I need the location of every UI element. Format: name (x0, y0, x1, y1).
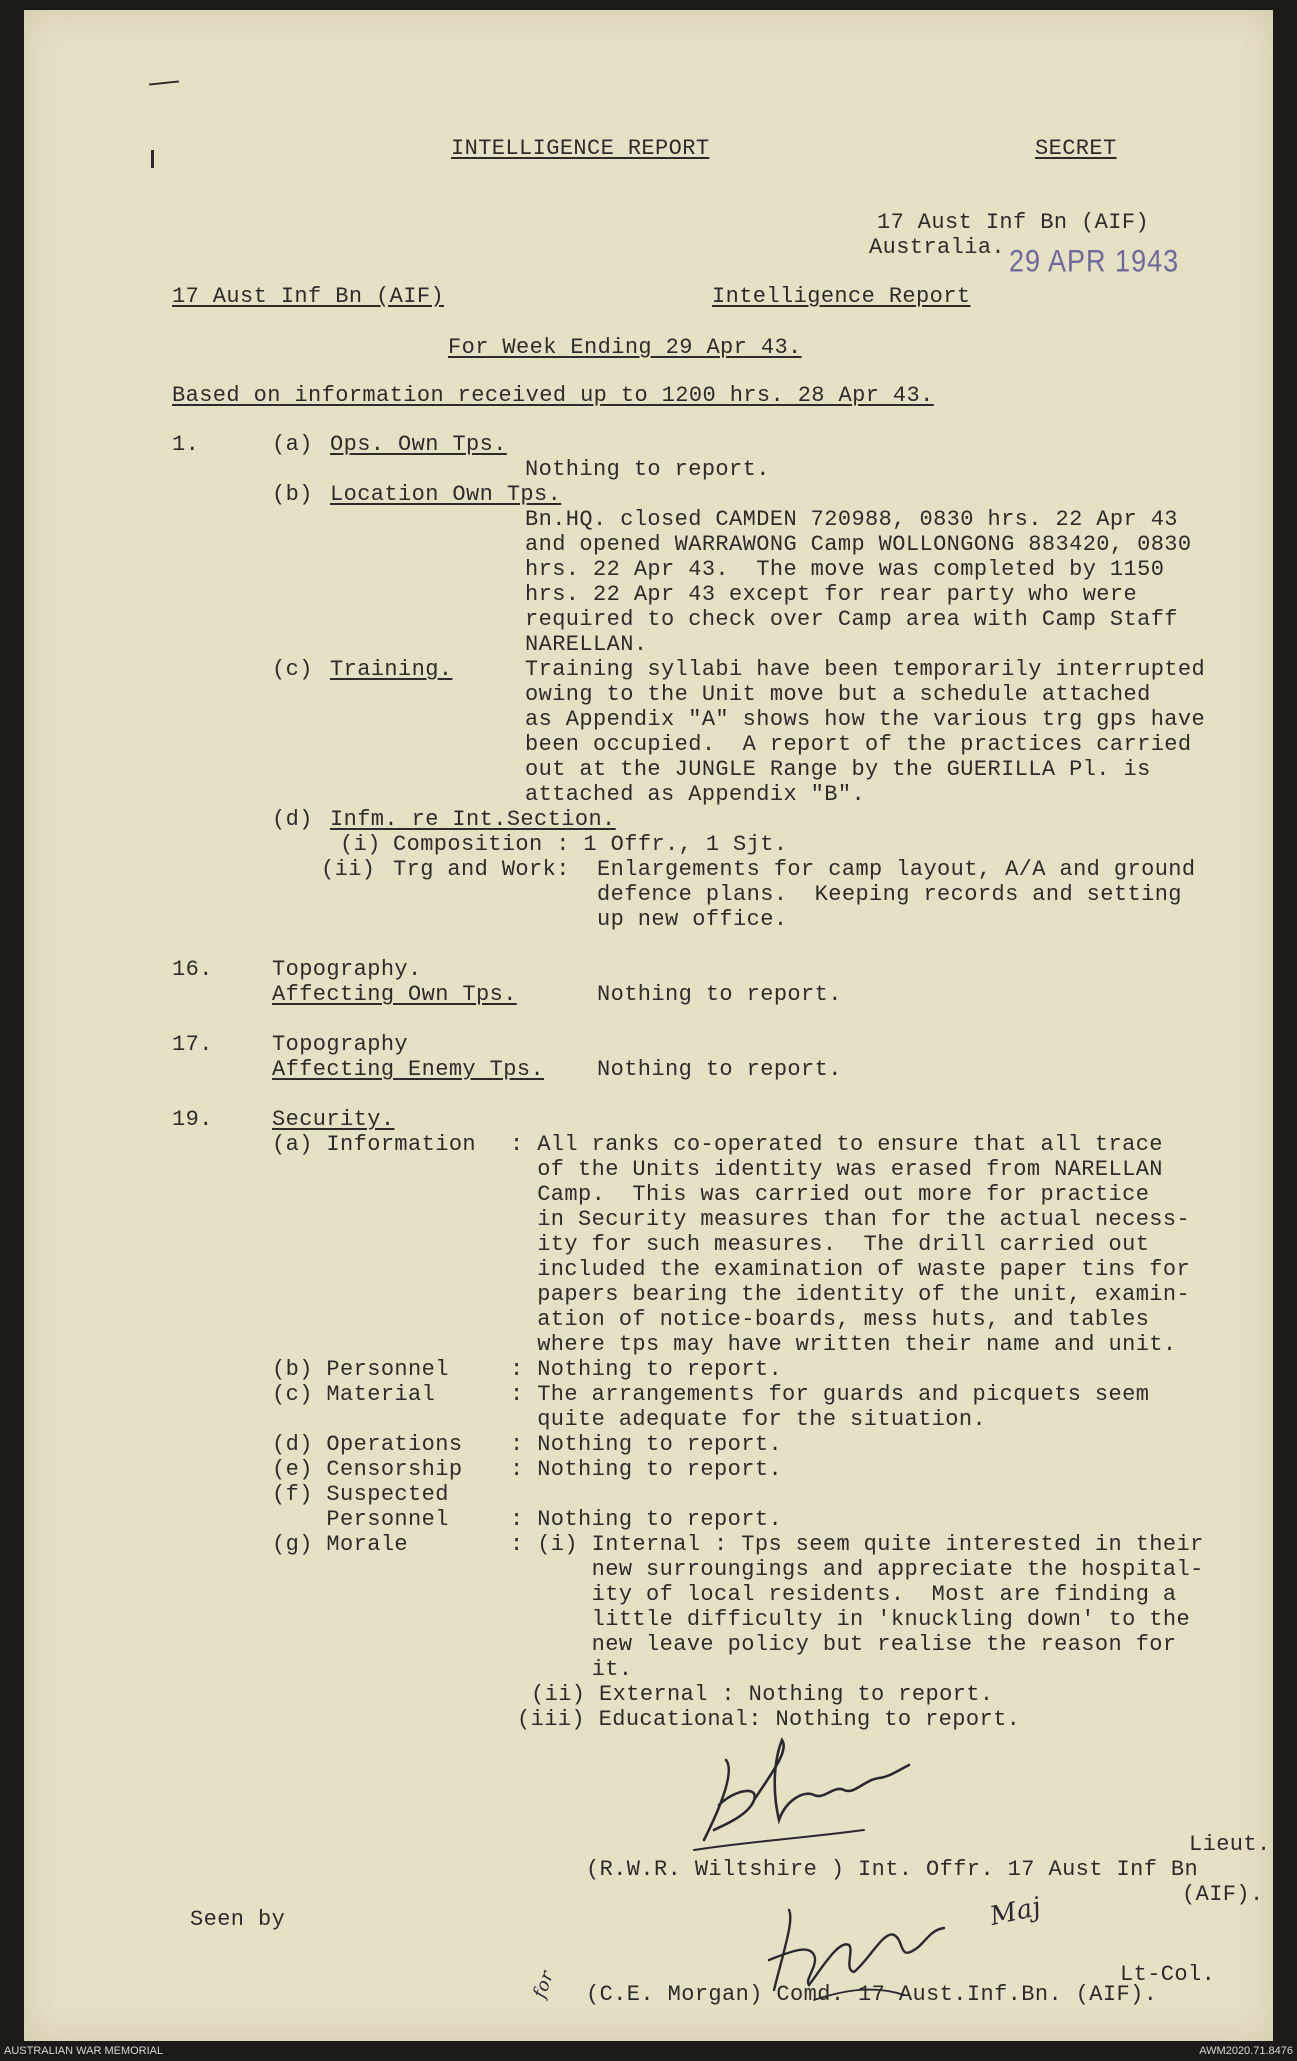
section-heading: Infm. re Int.Section. (330, 807, 616, 832)
section-number: 19. (172, 1107, 213, 1132)
footer-accession-number: AWM2020.71.8476 (1199, 2045, 1293, 2057)
subheader-unit: 17 Aust Inf Bn (AIF) (172, 284, 445, 309)
security-item-label: (b) Personnel (272, 1357, 449, 1382)
commander-rank: Lt-Col. (1120, 1962, 1216, 1987)
text-line: papers bearing the identity of the unit, examin- (510, 1282, 1191, 1307)
section-heading: Ops. Own Tps. (330, 432, 507, 457)
section-heading: Training. (330, 657, 453, 682)
text-line: and opened WARRAWONG Camp WOLLONGONG 883420, 0830 (525, 532, 1192, 557)
security-item-label: (g) Morale (272, 1532, 409, 1557)
text-line: attached as Appendix "B". (525, 782, 866, 807)
margin-mark (149, 80, 179, 85)
item-label: (b) (272, 482, 313, 507)
subheader-report-type: Intelligence Report (712, 284, 971, 309)
section-subheading: Affecting Own Tps. (272, 982, 517, 1007)
text-line: : The arrangements for guards and picquets seem (510, 1382, 1150, 1407)
location-address: Australia. (869, 235, 1006, 260)
text-line: Camp. This was carried out more for practice (510, 1182, 1150, 1207)
text-line: Composition : 1 Offr., 1 Sjt. (393, 832, 788, 857)
security-item-label: (f) Suspected (272, 1482, 449, 1507)
text-line: up new office. (597, 907, 788, 932)
document-page (24, 10, 1273, 2041)
commander-line: (C.E. Morgan) Comd. 17 Aust.Inf.Bn. (AIF). (586, 1982, 1158, 2007)
item-label: (d) (272, 807, 313, 832)
handwritten-for: for (529, 1968, 559, 2001)
text-line: where tps may have written their name and unit. (510, 1332, 1177, 1357)
text-line: Training syllabi have been temporarily interrupted (525, 657, 1206, 682)
text-line: Bn.HQ. closed CAMDEN 720988, 0830 hrs. 22 Apr 43 (525, 507, 1178, 532)
footer-institution: AUSTRALIAN WAR MEMORIAL (4, 2045, 164, 2057)
text-line: : All ranks co-operated to ensure that all trace (510, 1132, 1163, 1157)
section-subheading: Affecting Enemy Tps. (272, 1057, 545, 1082)
text-line: quite adequate for the situation. (510, 1407, 987, 1432)
text-line: out at the JUNGLE Range by the GUERILLA Pl. is (525, 757, 1151, 782)
sub-item-label: (ii) (321, 857, 376, 882)
section-number: 1. (172, 432, 200, 457)
classification-label: SECRET (1035, 136, 1117, 161)
signer-rank: Lieut. (1189, 1832, 1271, 1857)
text-line: : (i) Internal : Tps seem quite interested in their (510, 1532, 1204, 1557)
text-line: ation of notice-boards, mess huts, and tables (510, 1307, 1150, 1332)
handwritten-maj: Maj (987, 1891, 1044, 1933)
text-line: : Nothing to report. (510, 1507, 783, 1532)
text-line: : Nothing to report. (510, 1432, 783, 1457)
seen-by-label: Seen by (190, 1907, 286, 1932)
sub-item-heading: Trg and Work: (393, 857, 570, 882)
section-heading: Topography (272, 1032, 409, 1057)
text-line: Enlargements for camp layout, A/A and ground (597, 857, 1196, 882)
text-line: as Appendix "A" shows how the various trg gps have (525, 707, 1206, 732)
text-line: : Nothing to report. (510, 1457, 783, 1482)
text-line: hrs. 22 Apr 43. The move was completed by 1150 (525, 557, 1165, 582)
item-text: Nothing to report. (525, 457, 770, 482)
item-label: (c) (272, 657, 313, 682)
text-line: in Security measures than for the actual necess- (510, 1207, 1191, 1232)
text-line: little difficulty in 'knuckling down' to the (510, 1607, 1191, 1632)
text-line: hrs. 22 Apr 43 except for rear party who were (525, 582, 1138, 607)
archive-footer (0, 2041, 1297, 2061)
text-line: NARELLAN. (525, 632, 648, 657)
section-number: 16. (172, 957, 213, 982)
section-number: 17. (172, 1032, 213, 1057)
signer-name-line: (R.W.R. Wiltshire ) Int. Offr. 17 Aust Inf Bn (586, 1857, 1199, 1882)
security-item-label: (e) Censorship (272, 1457, 463, 1482)
text-line: been occupied. A report of the practices carried (525, 732, 1192, 757)
item-text: Nothing to report. (597, 982, 842, 1007)
margin-mark (151, 150, 154, 168)
text-line: included the examination of waste paper tins for (510, 1257, 1191, 1282)
text-line: it. (510, 1657, 633, 1682)
text-line: : Nothing to report. (510, 1357, 783, 1382)
security-item-label: Personnel (272, 1507, 449, 1532)
text-line: (ii) External : Nothing to report. (531, 1682, 994, 1707)
section-heading: Topography. (272, 957, 422, 982)
wiltshire-signature (664, 1730, 924, 1860)
item-label: (a) (272, 432, 313, 457)
text-line: of the Units identity was erased from NARELLAN (510, 1157, 1163, 1182)
based-on-info: Based on information received up to 1200 hrs. 28 Apr 43. (172, 383, 934, 408)
text-line: ity of local residents. Most are finding a (510, 1582, 1177, 1607)
security-item-label: (a) Information (272, 1132, 477, 1157)
text-line: new surroungings and appreciate the hospital- (510, 1557, 1204, 1582)
text-line: ity for such measures. The drill carried out (510, 1232, 1150, 1257)
signer-unit: (AIF). (1182, 1882, 1264, 1907)
security-item-label: (c) Material (272, 1382, 436, 1407)
week-ending: For Week Ending 29 Apr 43. (448, 335, 802, 360)
text-line: owing to the Unit move but a schedule attached (525, 682, 1151, 707)
section-heading: Location Own Tps. (330, 482, 562, 507)
report-title: INTELLIGENCE REPORT (451, 136, 710, 161)
text-line: required to check over Camp area with Camp Staff (525, 607, 1178, 632)
sub-item-label: (i) (340, 832, 381, 857)
section-heading: Security. (272, 1107, 395, 1132)
text-line: new leave policy but realise the reason for (510, 1632, 1177, 1657)
date-stamp: 29 APR 1943 (1009, 243, 1180, 279)
text-line: defence plans. Keeping records and setting (597, 882, 1182, 907)
item-text: Nothing to report. (597, 1057, 842, 1082)
security-item-label: (d) Operations (272, 1432, 463, 1457)
text-line: (iii) Educational: Nothing to report. (517, 1707, 1021, 1732)
unit-address: 17 Aust Inf Bn (AIF) (877, 210, 1150, 235)
